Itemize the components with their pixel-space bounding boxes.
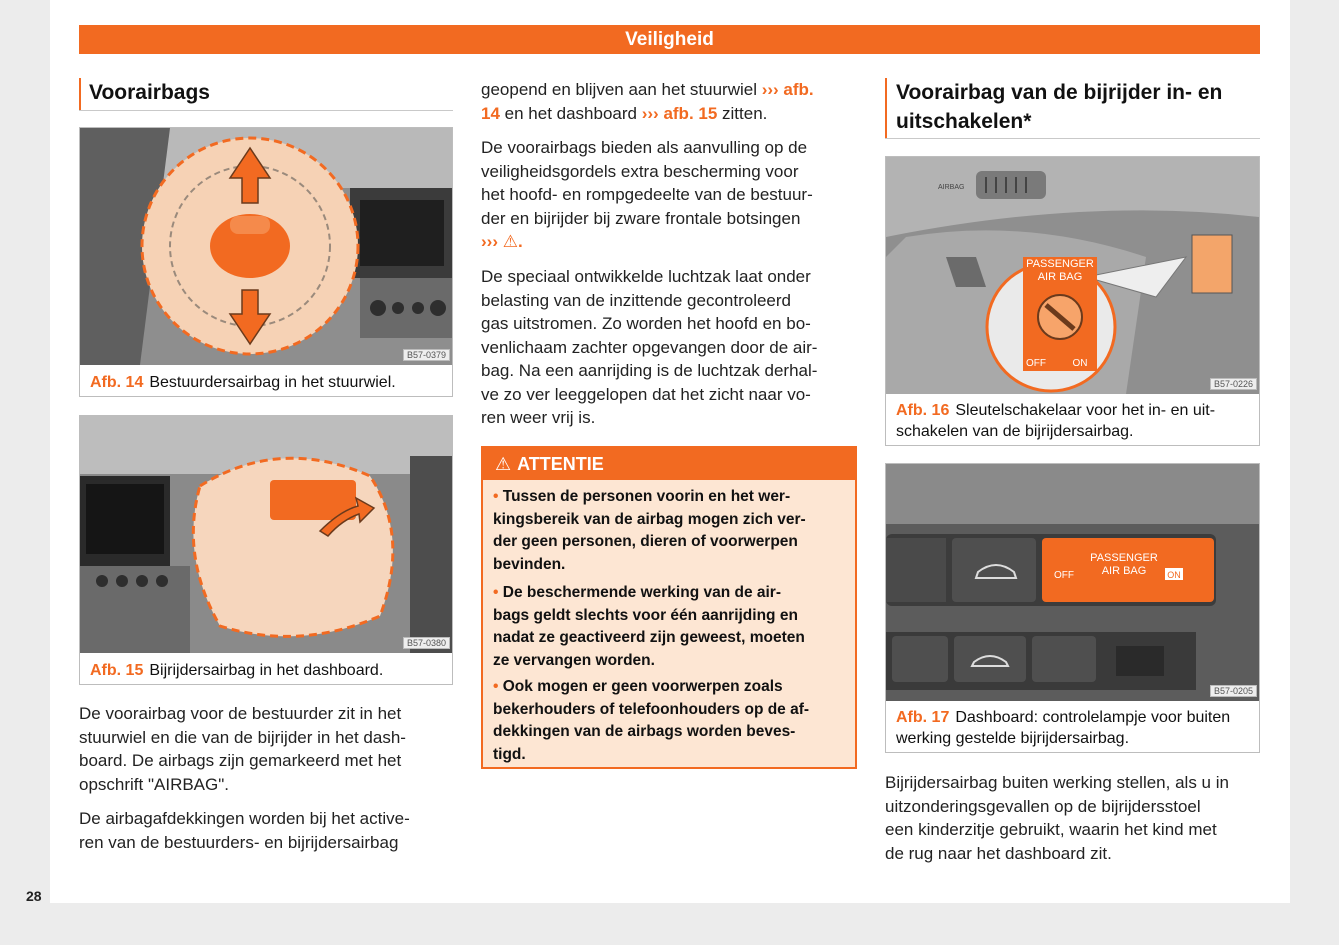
- text-line: een kinderzitje gebruikt, waarin het kind met: [885, 820, 1217, 839]
- switch-off-text: OFF: [1026, 358, 1046, 369]
- figure-label: Afb. 15: [90, 662, 144, 679]
- text-line: bag. Na een aanrijding is de luchtzak derhal-: [481, 361, 818, 380]
- text-line: nadat ze geactiveerd zijn geweest, moeten: [493, 629, 805, 646]
- text-line: opschrift "AIRBAG".: [79, 774, 230, 794]
- heading-rule: [79, 110, 453, 111]
- figure-15: [79, 415, 453, 685]
- text-line: het hoofd- en rompgedeelte van de bestuur-: [481, 185, 813, 204]
- figure-16: [885, 156, 1260, 446]
- steering-wheel-airbag-illustration: [80, 128, 452, 365]
- text-line: kingsbereik van de airbag mogen zich ver-: [493, 510, 806, 528]
- text-line: [896, 707, 1256, 728]
- switch-title-text: PASSENGER: [1026, 258, 1094, 270]
- dashboard-lamp-illustration: [886, 464, 1259, 701]
- figure-14-image: [80, 128, 452, 365]
- warning-item: [493, 676, 849, 766]
- page-number: 28: [26, 888, 42, 904]
- figure-reference-link[interactable]: ››› afb. 15: [641, 103, 718, 123]
- key-switch-illustration: [886, 157, 1259, 394]
- text-line: [481, 78, 861, 102]
- figure-17: [885, 463, 1260, 753]
- left-paragraph-1: [79, 702, 459, 796]
- figure-caption-text: werking gestelde bijrijdersairbag.: [896, 730, 1130, 747]
- figure-label: Afb. 14: [90, 374, 144, 391]
- heading-line: Voorairbag van de bijrijder in- en: [896, 81, 1223, 104]
- right-paragraph: [885, 771, 1270, 865]
- text-line: der en bijrijder bij zware frontale botsingen: [481, 208, 801, 228]
- text-line: De airbagafdekkingen worden bij het active-: [79, 809, 410, 828]
- airbag-label-text: AIRBAG: [938, 184, 965, 191]
- figure-caption-text: Dashboard: controlelampje voor buiten: [955, 709, 1231, 726]
- section-heading-voorairbags: Voorairbags: [89, 81, 210, 104]
- lamp-on-text: ON: [1167, 570, 1181, 580]
- heading-rule: [885, 138, 1260, 139]
- text-fragment: Ook mogen er geen voorwerpen zoals: [502, 678, 783, 695]
- text-line: ren van de bestuurders- en bijrijdersairbag: [79, 832, 399, 852]
- text-line: de rug naar het dashboard zit.: [885, 843, 1112, 863]
- text-line: ze vervangen worden.: [493, 651, 655, 669]
- text-line: belasting van de inzittende gecontroleerd: [481, 290, 791, 310]
- middle-paragraph-1: [481, 78, 861, 125]
- text-line: [493, 486, 849, 509]
- text-line: [493, 676, 849, 699]
- figure-caption-text: Bijrijdersairbag in het dashboard.: [149, 662, 384, 679]
- lamp-title-text: AIR BAG: [1101, 565, 1147, 577]
- text-fragment: De beschermende werking van de air-: [502, 584, 781, 601]
- figure-14: [79, 127, 453, 397]
- text-line: De voorairbag voor de bestuurder zit in het: [79, 704, 402, 723]
- warning-box: [481, 446, 857, 769]
- warning-title: ATTENTIE: [517, 454, 604, 474]
- figure-label: Afb. 17: [896, 709, 950, 726]
- text-line: uitzonderingsgevallen op de bijrijdersstoel: [885, 796, 1201, 816]
- warning-triangle-icon: ⚠: [495, 454, 512, 474]
- heading-accent-bar: [885, 78, 887, 138]
- text-line: ve zo ver leeggelopen dat het zicht naar vo-: [481, 384, 811, 404]
- figure-code: B57-0205: [1210, 685, 1257, 697]
- passenger-airbag-illustration: [80, 416, 452, 653]
- text-line: bekerhouders of telefoonhouders op de af-: [493, 700, 810, 718]
- figure-17-caption: [896, 707, 1256, 749]
- figure-reference-link[interactable]: 14: [481, 103, 500, 123]
- text-line: [493, 582, 849, 605]
- figure-caption-text: Bestuurdersairbag in het stuurwiel.: [149, 374, 396, 391]
- text-line: der geen personen, dieren of voorwerpen: [493, 533, 798, 550]
- text-line: board. De airbags zijn gemarkeerd met het: [79, 751, 402, 770]
- warning-item: [493, 582, 849, 672]
- text-fragment: Tussen de personen voorin en het wer-: [502, 488, 791, 505]
- switch-title-text: AIR BAG: [1037, 271, 1083, 283]
- text-line: bevinden.: [493, 555, 566, 573]
- figure-16-image: [886, 157, 1259, 394]
- figure-16-caption: [896, 400, 1256, 442]
- text-line: De voorairbags bieden als aanvulling op de: [481, 138, 808, 157]
- figure-caption-text: Sleutelschakelaar voor het in- en uit-: [955, 402, 1216, 419]
- text-line: dekkingen van de airbags worden beves-: [493, 723, 796, 740]
- warning-reference-link[interactable]: ››› ⚠.: [481, 232, 523, 251]
- text-line: Bijrijdersairbag buiten werking stellen, als u in: [885, 773, 1229, 792]
- lamp-off-text: OFF: [1054, 570, 1074, 581]
- section-banner: Veiligheid: [79, 25, 1260, 54]
- text-fragment: zitten.: [722, 103, 768, 123]
- text-line: [481, 102, 861, 126]
- text-line: ren weer vrij is.: [481, 408, 596, 427]
- figure-code: B57-0379: [403, 349, 450, 361]
- bullet-icon: •: [493, 584, 499, 601]
- text-line: tigd.: [493, 745, 526, 763]
- bullet-icon: •: [493, 678, 499, 695]
- bullet-icon: •: [493, 488, 499, 505]
- figure-reference-link[interactable]: ››› afb.: [761, 80, 814, 99]
- heading-accent-bar: [79, 78, 81, 110]
- text-line: stuurwiel en die van de bijrijder in het dash-: [79, 727, 406, 747]
- middle-paragraph-3: [481, 265, 861, 430]
- heading-line: uitschakelen*: [896, 110, 1032, 133]
- text-line: gas uitstromen. Zo worden het hoofd en bo-: [481, 314, 811, 333]
- text-line: [896, 400, 1256, 421]
- figure-14-caption: [90, 372, 396, 393]
- figure-17-image: [886, 464, 1259, 701]
- figure-label: Afb. 16: [896, 402, 950, 419]
- left-paragraph-2: [79, 807, 459, 854]
- switch-on-text: ON: [1072, 358, 1088, 369]
- text-line: venlichaam zachter opgevangen door de air-: [481, 337, 818, 357]
- figure-code: B57-0226: [1210, 378, 1257, 390]
- warning-item: [493, 486, 849, 576]
- warning-header: [483, 448, 855, 480]
- figure-15-caption: [90, 660, 383, 681]
- middle-paragraph-2: [481, 136, 861, 254]
- section-heading-passenger-airbag: [896, 78, 1266, 136]
- figure-15-image: [80, 416, 452, 653]
- text-line: De speciaal ontwikkelde luchtzak laat onder: [481, 267, 811, 286]
- text-fragment: geopend en blijven aan het stuurwiel: [481, 80, 757, 99]
- figure-caption-text: schakelen van de bijrijdersairbag.: [896, 423, 1134, 440]
- figure-code: B57-0380: [403, 637, 450, 649]
- text-fragment: en het dashboard: [504, 103, 637, 123]
- text-line: veiligheidsgordels extra bescherming voor: [481, 161, 799, 181]
- text-line: bags geldt slechts voor één aanrijding en: [493, 606, 798, 624]
- lamp-title-text: PASSENGER: [1090, 552, 1158, 564]
